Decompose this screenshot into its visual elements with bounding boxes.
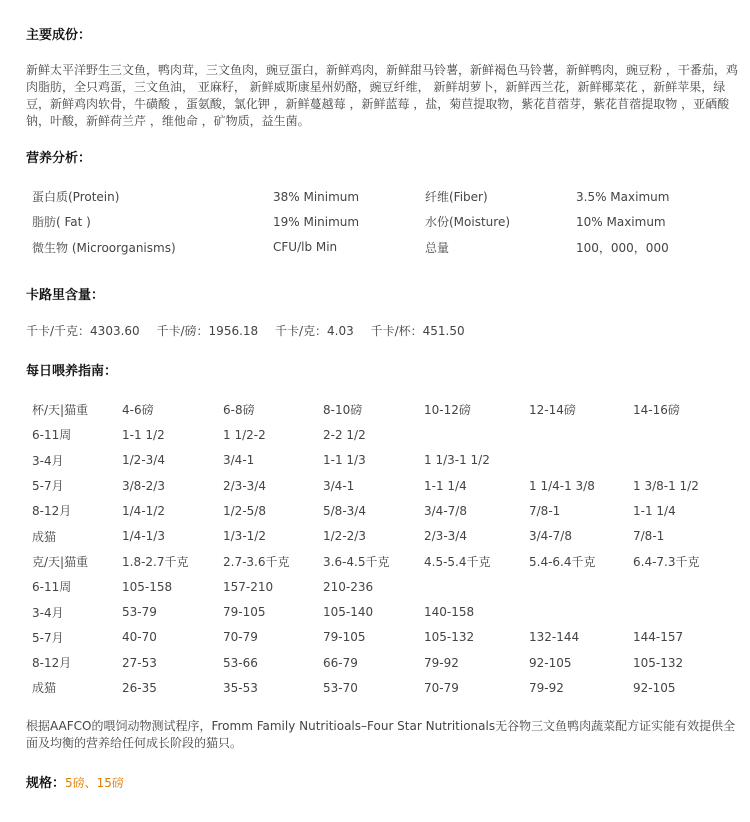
table-cell xyxy=(529,574,633,599)
table-cell: 总量 xyxy=(425,240,450,255)
table-cell: 1 1/3-1 1/2 xyxy=(424,453,490,468)
table-cell: 53-66 xyxy=(223,655,258,670)
table-cell: 3/4-1 xyxy=(223,453,255,468)
table-cell xyxy=(633,599,713,624)
table-cell: 105-132 xyxy=(633,655,684,670)
calories-per-lb: 千卡/磅：1956.18 xyxy=(156,324,259,338)
spec-label: 规格： xyxy=(26,776,66,791)
table-cell: 10-12磅 xyxy=(424,403,471,418)
table-cell: 100，000，000 xyxy=(576,240,669,255)
table-cell: 7/8-1 xyxy=(529,503,561,518)
table-cell: 2/3-3/4 xyxy=(424,529,467,544)
table-cell: 6-11周 xyxy=(32,428,72,443)
feeding-row xyxy=(32,574,713,599)
table-cell: 79-92 xyxy=(424,655,459,670)
calories-heading: 卡路里含量： xyxy=(26,288,105,303)
table-cell: 105-140 xyxy=(323,605,374,620)
table-cell: 5-7月 xyxy=(32,479,64,494)
feeding-row xyxy=(32,549,713,574)
feeding-heading: 每日喂养指南： xyxy=(26,364,118,379)
table-cell: 3/4-1 xyxy=(323,478,355,493)
feeding-table xyxy=(32,397,713,701)
nutrition-table xyxy=(32,184,716,260)
ingredients-text: 新鲜太平洋野生三文鱼，鸭肉茸，三文鱼肉，豌豆蛋白，新鲜鸡肉，新鲜甜马铃薯，新鲜褐色马铃薯，新鲜鸭肉，豌豆粉 ，干番茄，鸡肉脂肪，全只鸡蛋，三文鱼油， 亚麻籽， 新鲜威斯康星州奶酪，豌豆纤维， 新鲜胡萝卜，新鲜西兰花，新鲜椰菜花 ，新鲜苹果，绿豆，新鲜鸡肉软骨，牛磺酸 ，蛋氨酸，氯化钾 ，新鲜蔓越莓 ，新鲜蓝莓 ，盐，菊苣提取物，紫花苜蓿芽，紫花苜蓿提取物 ，亚硒酸钠，叶酸，新鲜荷兰芹 ，维他命 ，矿物质，益生菌。 xyxy=(26,63,738,128)
table-cell: 66-79 xyxy=(323,655,358,670)
table-cell: 2/3-3/4 xyxy=(223,478,266,493)
table-cell: 70-79 xyxy=(424,680,459,695)
ingredients-heading: 主要成份： xyxy=(26,28,92,43)
table-cell: 6.4-7.3千克 xyxy=(633,554,700,569)
table-cell xyxy=(529,599,633,624)
table-cell: 水份(Moisture) xyxy=(425,215,511,230)
table-cell: 1-1 1/4 xyxy=(424,478,467,493)
table-cell xyxy=(529,448,633,473)
table-cell: 纤维(Fiber) xyxy=(425,190,488,205)
table-cell: 8-12月 xyxy=(32,504,72,519)
table-cell: 1-1 1/2 xyxy=(122,427,165,442)
calories-per-gram: 千卡/克：4.03 xyxy=(275,324,354,338)
table-cell: 79-105 xyxy=(323,630,366,645)
table-cell xyxy=(633,422,713,447)
feeding-row xyxy=(32,650,713,675)
calories-line xyxy=(26,322,478,339)
table-cell: 8-10磅 xyxy=(323,403,363,418)
spec-line xyxy=(26,772,124,791)
table-cell: 3.5% Maximum xyxy=(576,189,670,204)
calories-per-cup: 千卡/杯：451.50 xyxy=(370,324,465,338)
table-cell: 5/8-3/4 xyxy=(323,503,366,518)
table-cell: 3/4-7/8 xyxy=(424,503,467,518)
feeding-row xyxy=(32,422,713,447)
table-cell: 92-105 xyxy=(529,655,572,670)
table-cell: 140-158 xyxy=(424,605,475,620)
table-cell: 3-4月 xyxy=(32,453,64,468)
table-cell xyxy=(424,574,529,599)
table-cell: 微生物 (Microorganisms) xyxy=(32,240,176,255)
table-cell: 1 1/4-1 3/8 xyxy=(529,478,595,493)
table-cell: 3/8-2/3 xyxy=(122,478,165,493)
table-cell: 27-53 xyxy=(122,655,157,670)
table-cell: 蛋白质(Protein) xyxy=(32,190,120,205)
table-cell: 4.5-5.4千克 xyxy=(424,554,491,569)
table-cell xyxy=(529,422,633,447)
table-cell: 4-6磅 xyxy=(122,403,154,418)
feeding-row xyxy=(32,675,713,700)
table-cell: 脂肪( Fat ) xyxy=(32,215,91,230)
table-cell: 40-70 xyxy=(122,630,157,645)
table-cell: 2-2 1/2 xyxy=(323,427,366,442)
table-cell: 5-7月 xyxy=(32,630,64,645)
table-cell: 38% Minimum xyxy=(273,189,360,204)
table-cell: 1-1 1/3 xyxy=(323,453,366,468)
table-cell: 35-53 xyxy=(223,680,258,695)
table-cell: 1/2-3/4 xyxy=(122,453,165,468)
table-cell: 92-105 xyxy=(633,680,676,695)
table-cell: 10% Maximum xyxy=(576,214,666,229)
table-cell: 1/2-2/3 xyxy=(323,529,366,544)
table-cell: 53-70 xyxy=(323,680,358,695)
feeding-row xyxy=(32,498,713,523)
table-cell: 6-11周 xyxy=(32,580,72,595)
table-cell: 7/8-1 xyxy=(633,529,665,544)
table-cell: 5.4-6.4千克 xyxy=(529,554,596,569)
feeding-row xyxy=(32,625,713,650)
table-cell: 6-8磅 xyxy=(223,403,255,418)
feeding-row xyxy=(32,448,713,473)
table-cell: 26-35 xyxy=(122,680,157,695)
table-cell: 105-132 xyxy=(424,630,475,645)
table-cell: 1/4-1/2 xyxy=(122,503,165,518)
feeding-row xyxy=(32,473,713,498)
table-cell: 105-158 xyxy=(122,579,173,594)
table-cell: 1.8-2.7千克 xyxy=(122,554,189,569)
table-cell xyxy=(633,448,713,473)
table-cell: 1/3-1/2 xyxy=(223,529,266,544)
table-cell: 1-1 1/4 xyxy=(633,503,676,518)
table-cell: 杯/天|猫重 xyxy=(32,403,89,418)
table-cell: 19% Minimum xyxy=(273,214,360,229)
table-cell: 3.6-4.5千克 xyxy=(323,554,390,569)
table-cell: 53-79 xyxy=(122,605,157,620)
nutrition-row xyxy=(32,209,716,234)
nutrition-row xyxy=(32,184,716,209)
table-cell: 1/4-1/3 xyxy=(122,529,165,544)
table-cell: 1 3/8-1 1/2 xyxy=(633,478,699,493)
table-cell: 克/天|猫重 xyxy=(32,554,89,569)
table-cell xyxy=(424,422,529,447)
table-cell: 132-144 xyxy=(529,630,580,645)
table-cell: 70-79 xyxy=(223,630,258,645)
spec-value: 5磅、15磅 xyxy=(65,776,124,790)
table-cell: 8-12月 xyxy=(32,656,72,671)
table-cell: 12-14磅 xyxy=(529,403,576,418)
nutrition-heading: 营养分析： xyxy=(26,151,92,166)
calories-per-kg: 千卡/千克：4303.60 xyxy=(26,324,140,338)
table-cell: 157-210 xyxy=(223,579,274,594)
aafco-statement: 根据AAFCO的喂饲动物测试程序，Fromm Family Nutritioals–Four Star Nutritionals无谷物三文鱼鸭肉蔬菜配方证实能有效提供全面及均衡的营养给任何成长阶段的猫只。 xyxy=(26,719,736,750)
table-cell: 79-92 xyxy=(529,680,564,695)
table-cell: 14-16磅 xyxy=(633,403,680,418)
table-cell: 3-4月 xyxy=(32,605,64,620)
table-cell: 2.7-3.6千克 xyxy=(223,554,290,569)
table-cell: 79-105 xyxy=(223,605,266,620)
table-cell: 210-236 xyxy=(323,579,374,594)
feeding-row xyxy=(32,397,713,422)
table-cell: 成猫 xyxy=(32,681,57,696)
table-cell: CFU/lb Min xyxy=(273,240,338,255)
table-cell: 成猫 xyxy=(32,529,57,544)
table-cell: 144-157 xyxy=(633,630,684,645)
table-cell: 1/2-5/8 xyxy=(223,503,266,518)
feeding-row xyxy=(32,599,713,624)
table-cell: 3/4-7/8 xyxy=(529,529,572,544)
feeding-row xyxy=(32,523,713,548)
table-cell xyxy=(633,574,713,599)
nutrition-row xyxy=(32,235,716,260)
table-cell: 1 1/2-2 xyxy=(223,427,266,442)
